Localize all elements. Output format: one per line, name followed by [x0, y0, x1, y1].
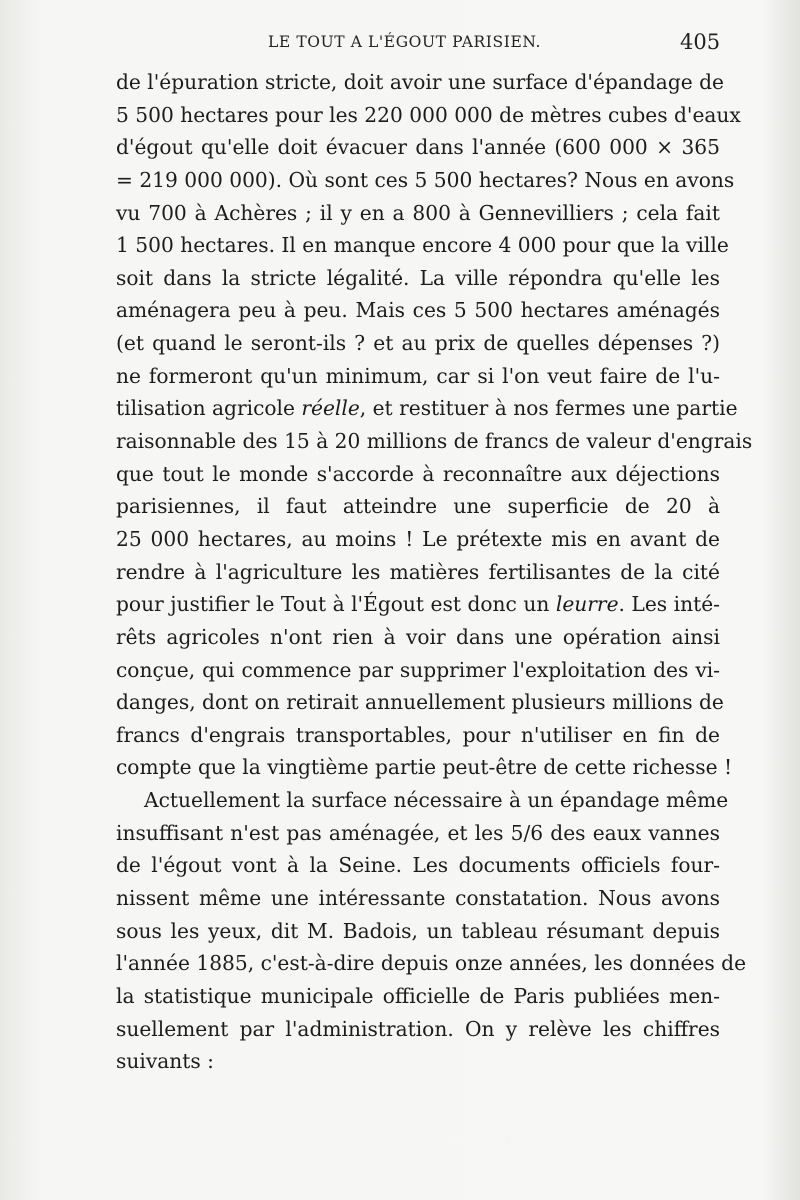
text-line: ne formeront qu'un minimum, car si l'on veut faire de l'u-: [116, 363, 720, 388]
text-line: l'année 1885, c'est-à-dire depuis onze années, les données de: [116, 951, 747, 976]
text-line: d'égout qu'elle doit évacuer dans l'année (600 000 × 365: [116, 135, 720, 160]
text-line: que tout le monde s'accorde à reconnaître aux déjections: [116, 461, 720, 486]
text-segment: . Les inté-: [618, 592, 720, 617]
text-line: aménagera peu à peu. Mais ces 5 500 hectares aménagés: [116, 298, 720, 323]
text-line: insuffisant n'est pas aménagée, et les 5/6 des eaux vannes: [116, 820, 720, 845]
text-segment: , et restituer à nos fermes une partie: [359, 396, 738, 421]
text-line: 25 000 hectares, au moins ! Le prétexte mis en avant de: [116, 526, 720, 551]
text-line: raisonnable des 15 à 20 millions de francs de valeur d'engrais: [116, 429, 753, 454]
text-line: la statistique municipale officielle de Paris publiées men-: [116, 983, 720, 1008]
text-line: sous les yeux, dit M. Badois, un tableau résumant depuis: [116, 918, 720, 943]
text-segment: pour justifier le Tout à l'Égout est donc un: [116, 592, 556, 617]
running-title: LE TOUT A L'ÉGOUT PARISIEN.: [268, 33, 542, 51]
text-line: suivants :: [116, 1049, 214, 1074]
text-line: [116, 392, 738, 425]
text-line: rêts agricoles n'ont rien à voir dans une opération ainsi: [116, 624, 720, 649]
text-segment: tilisation agricole: [116, 396, 302, 421]
text-line: parisiennes, il faut atteindre une superficie de 20 à: [116, 494, 720, 519]
text-line: (et quand le seront-ils ? et au prix de quelles dépenses ?): [116, 331, 720, 356]
text-line: vu 700 à Achères ; il y en a 800 à Gennevilliers ; cela fait: [116, 200, 720, 225]
page-number: 405: [680, 30, 721, 54]
text-line: danges, dont on retirait annuellement plusieurs millions de: [116, 690, 724, 715]
text-line: rendre à l'agriculture les matières fertilisantes de la cité: [116, 559, 720, 584]
text-line: de l'épuration stricte, doit avoir une surface d'épandage de: [116, 70, 725, 94]
paragraph-start-line: Actuellement la surface nécessaire à un épandage même: [144, 788, 729, 813]
text-line: compte que la vingtième partie peut-être de cette richesse !: [116, 755, 733, 780]
italic-word-reelle: réelle: [301, 396, 360, 421]
body-text: [116, 66, 753, 1078]
text-line: 1 500 hectares. Il en manque encore 4 000 pour que la ville: [116, 233, 729, 258]
italic-word-leurre: leurre: [555, 592, 619, 617]
text-line: soit dans la stricte légalité. La ville répondra qu'elle les: [116, 265, 720, 290]
text-line: nissent même une intéressante constatation. Nous avons: [116, 886, 720, 911]
text-line: suellement par l'administration. On y relève les chiffres: [116, 1016, 720, 1041]
text-line: francs d'engrais transportables, pour n'utiliser en fin de: [116, 722, 720, 747]
text-line: de l'égout vont à la Seine. Les documents officiels four-: [116, 853, 720, 878]
text-line: 5 500 hectares pour les 220 000 000 de mètres cubes d'eaux: [116, 102, 741, 127]
text-line: conçue, qui commence par supprimer l'exploitation des vi-: [116, 657, 720, 682]
text-line: [116, 588, 720, 621]
text-line: = 219 000 000). Où sont ces 5 500 hectares? Nous en avons: [116, 167, 735, 192]
